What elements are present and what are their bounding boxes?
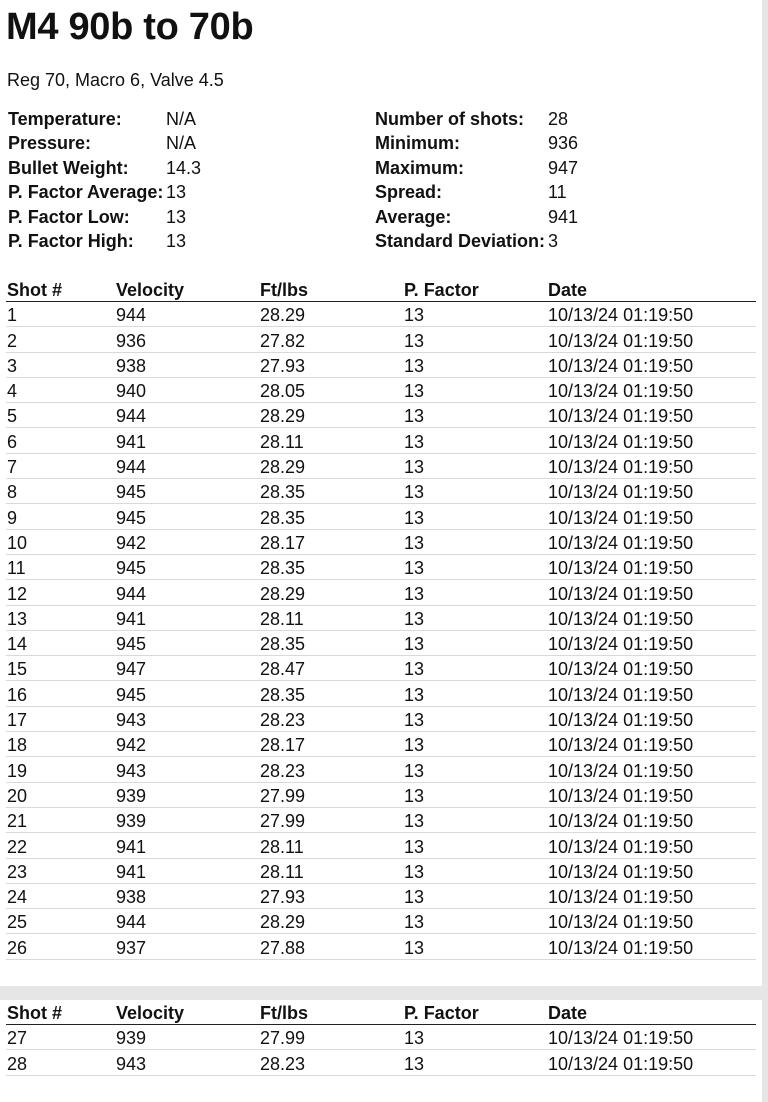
cell-velocity: 936	[115, 327, 259, 352]
table-row	[6, 706, 756, 731]
col-header-pfactor: P. Factor	[403, 276, 547, 302]
cell-shot: 8	[6, 479, 115, 504]
table-row	[6, 529, 756, 554]
cell-shot: 9	[6, 504, 115, 529]
cell-velocity: 945	[115, 681, 259, 706]
cell-pfactor: 13	[403, 656, 547, 681]
cell-velocity: 937	[115, 934, 259, 959]
cell-velocity: 938	[115, 352, 259, 377]
cell-ftlbs: 28.35	[259, 681, 403, 706]
page-edge	[762, 0, 768, 1102]
cell-date: 10/13/24 01:19:50	[547, 934, 756, 959]
col-header-shot: Shot #	[6, 999, 115, 1025]
cell-pfactor: 13	[403, 732, 547, 757]
cell-velocity: 940	[115, 377, 259, 402]
cell-pfactor: 13	[403, 479, 547, 504]
stat-label: P. Factor High:	[8, 230, 134, 251]
stat-label: Average:	[375, 206, 452, 227]
cell-shot: 6	[6, 428, 115, 453]
cell-velocity: 945	[115, 554, 259, 579]
report-title: M4 90b to 70b	[6, 6, 254, 48]
stat-label: Standard Deviation:	[375, 230, 546, 251]
cell-pfactor: 13	[403, 757, 547, 782]
cell-ftlbs: 27.88	[259, 934, 403, 959]
cell-date: 10/13/24 01:19:50	[547, 858, 756, 883]
cell-ftlbs: 28.05	[259, 377, 403, 402]
cell-date: 10/13/24 01:19:50	[547, 1050, 756, 1075]
cell-shot: 18	[6, 732, 115, 757]
cell-ftlbs: 27.93	[259, 352, 403, 377]
cell-velocity: 944	[115, 909, 259, 934]
cell-shot: 17	[6, 706, 115, 731]
cell-ftlbs: 28.23	[259, 1050, 403, 1075]
cell-ftlbs: 28.11	[259, 833, 403, 858]
cell-date: 10/13/24 01:19:50	[547, 327, 756, 352]
cell-date: 10/13/24 01:19:50	[547, 479, 756, 504]
cell-shot: 25	[6, 909, 115, 934]
cell-ftlbs: 27.82	[259, 327, 403, 352]
table-row	[6, 681, 756, 706]
cell-date: 10/13/24 01:19:50	[547, 580, 756, 605]
table-header-row	[6, 276, 756, 302]
cell-shot: 19	[6, 757, 115, 782]
cell-shot: 28	[6, 1050, 115, 1075]
table-row	[6, 377, 756, 402]
col-header-date: Date	[547, 999, 756, 1025]
stat-label: P. Factor Low:	[8, 206, 130, 227]
cell-velocity: 939	[115, 1025, 259, 1050]
stat-row	[375, 107, 578, 131]
cell-pfactor: 13	[403, 580, 547, 605]
cell-ftlbs: 27.99	[259, 1025, 403, 1050]
stat-label: Number of shots:	[375, 109, 525, 129]
cell-pfactor: 13	[403, 302, 547, 327]
cell-ftlbs: 28.29	[259, 302, 403, 327]
stat-value: N/A	[166, 133, 197, 154]
cell-pfactor: 13	[403, 681, 547, 706]
cell-date: 10/13/24 01:19:50	[547, 352, 756, 377]
stat-label: Bullet Weight:	[8, 157, 129, 178]
stat-value: 947	[548, 157, 579, 178]
table-row	[6, 630, 756, 655]
cell-date: 10/13/24 01:19:50	[547, 605, 756, 630]
cell-velocity: 944	[115, 403, 259, 428]
cell-ftlbs: 28.29	[259, 403, 403, 428]
stat-value: 941	[548, 206, 579, 227]
cell-shot: 1	[6, 302, 115, 327]
cell-date: 10/13/24 01:19:50	[547, 833, 756, 858]
report-subtitle: Reg 70, Macro 6, Valve 4.5	[7, 70, 224, 90]
cell-velocity: 944	[115, 453, 259, 478]
stat-row	[8, 205, 201, 229]
cell-ftlbs: 28.47	[259, 656, 403, 681]
stat-row	[375, 156, 578, 180]
cell-date: 10/13/24 01:19:50	[547, 302, 756, 327]
cell-velocity: 945	[115, 504, 259, 529]
col-header-velocity: Velocity	[115, 276, 259, 302]
table-row	[6, 605, 756, 630]
cell-shot: 12	[6, 580, 115, 605]
cell-pfactor: 13	[403, 630, 547, 655]
table-row	[6, 580, 756, 605]
col-header-pfactor: P. Factor	[403, 999, 547, 1025]
cell-shot: 7	[6, 453, 115, 478]
col-header-ftlbs: Ft/lbs	[259, 999, 403, 1025]
cell-date: 10/13/24 01:19:50	[547, 504, 756, 529]
stat-row	[8, 131, 201, 155]
cell-pfactor: 13	[403, 377, 547, 402]
cell-velocity: 943	[115, 757, 259, 782]
cell-shot: 3	[6, 352, 115, 377]
cell-ftlbs: 28.29	[259, 909, 403, 934]
table-row	[6, 1050, 756, 1075]
cell-shot: 2	[6, 327, 115, 352]
cell-ftlbs: 28.23	[259, 706, 403, 731]
table-row	[6, 909, 756, 934]
cell-velocity: 941	[115, 858, 259, 883]
cell-date: 10/13/24 01:19:50	[547, 909, 756, 934]
cell-shot: 4	[6, 377, 115, 402]
stat-value: 13	[166, 230, 187, 251]
cell-pfactor: 13	[403, 327, 547, 352]
stat-value: 3	[548, 230, 559, 251]
table-row	[6, 1025, 756, 1050]
cell-ftlbs: 28.29	[259, 580, 403, 605]
stat-row	[8, 229, 201, 253]
stat-row	[8, 107, 201, 131]
cell-date: 10/13/24 01:19:50	[547, 453, 756, 478]
stat-label: Minimum:	[375, 133, 460, 154]
col-header-shot: Shot #	[6, 276, 115, 302]
table-row	[6, 833, 756, 858]
cell-ftlbs: 27.93	[259, 883, 403, 908]
cell-velocity: 947	[115, 656, 259, 681]
cell-pfactor: 13	[403, 833, 547, 858]
stat-row	[8, 180, 201, 204]
cell-velocity: 942	[115, 732, 259, 757]
stat-label: Maximum:	[375, 157, 465, 178]
table-row	[6, 428, 756, 453]
table-row	[6, 479, 756, 504]
cell-pfactor: 13	[403, 883, 547, 908]
cell-pfactor: 13	[403, 428, 547, 453]
stat-row	[375, 180, 578, 204]
col-header-date: Date	[547, 276, 756, 302]
table-row	[6, 732, 756, 757]
stats-left-column	[8, 107, 201, 253]
stat-label: Spread:	[375, 182, 443, 203]
stats-right-column	[375, 107, 578, 253]
cell-pfactor: 13	[403, 529, 547, 554]
table-row	[6, 807, 756, 832]
cell-pfactor: 13	[403, 782, 547, 807]
cell-pfactor: 13	[403, 706, 547, 731]
stat-value: 28	[548, 109, 569, 129]
cell-pfactor: 13	[403, 605, 547, 630]
table-row	[6, 757, 756, 782]
stat-label: Temperature:	[8, 109, 122, 129]
cell-pfactor: 13	[403, 807, 547, 832]
cell-date: 10/13/24 01:19:50	[547, 782, 756, 807]
table-row	[6, 302, 756, 327]
cell-date: 10/13/24 01:19:50	[547, 883, 756, 908]
stat-row	[8, 156, 201, 180]
table-row	[6, 327, 756, 352]
stat-row	[375, 131, 578, 155]
cell-ftlbs: 28.11	[259, 605, 403, 630]
cell-ftlbs: 28.29	[259, 453, 403, 478]
cell-ftlbs: 27.99	[259, 782, 403, 807]
table-row	[6, 656, 756, 681]
table-row	[6, 554, 756, 579]
cell-shot: 22	[6, 833, 115, 858]
cell-shot: 14	[6, 630, 115, 655]
stat-value: N/A	[166, 109, 197, 129]
cell-ftlbs: 28.17	[259, 732, 403, 757]
stat-row	[375, 205, 578, 229]
cell-date: 10/13/24 01:19:50	[547, 757, 756, 782]
cell-velocity: 941	[115, 833, 259, 858]
cell-pfactor: 13	[403, 352, 547, 377]
cell-velocity: 939	[115, 782, 259, 807]
col-header-ftlbs: Ft/lbs	[259, 276, 403, 302]
cell-ftlbs: 28.11	[259, 428, 403, 453]
cell-date: 10/13/24 01:19:50	[547, 732, 756, 757]
cell-date: 10/13/24 01:19:50	[547, 529, 756, 554]
table-row	[6, 403, 756, 428]
cell-date: 10/13/24 01:19:50	[547, 681, 756, 706]
table-row	[6, 453, 756, 478]
cell-velocity: 939	[115, 807, 259, 832]
cell-shot: 21	[6, 807, 115, 832]
cell-shot: 26	[6, 934, 115, 959]
col-header-velocity: Velocity	[115, 999, 259, 1025]
cell-pfactor: 13	[403, 858, 547, 883]
cell-pfactor: 13	[403, 453, 547, 478]
cell-pfactor: 13	[403, 554, 547, 579]
cell-shot: 10	[6, 529, 115, 554]
cell-shot: 16	[6, 681, 115, 706]
cell-shot: 24	[6, 883, 115, 908]
cell-ftlbs: 28.23	[259, 757, 403, 782]
cell-pfactor: 13	[403, 1025, 547, 1050]
cell-ftlbs: 28.17	[259, 529, 403, 554]
cell-velocity: 938	[115, 883, 259, 908]
cell-velocity: 943	[115, 1050, 259, 1075]
table-header-row	[6, 999, 756, 1025]
cell-ftlbs: 27.99	[259, 807, 403, 832]
stat-row	[375, 229, 578, 253]
table-row	[6, 858, 756, 883]
cell-pfactor: 13	[403, 909, 547, 934]
table-row	[6, 504, 756, 529]
stat-value: 13	[166, 206, 187, 227]
table-row	[6, 883, 756, 908]
cell-shot: 20	[6, 782, 115, 807]
stat-value: 11	[548, 182, 567, 203]
cell-ftlbs: 28.11	[259, 858, 403, 883]
cell-date: 10/13/24 01:19:50	[547, 403, 756, 428]
table-row	[6, 782, 756, 807]
shots-table-1	[6, 276, 756, 960]
cell-ftlbs: 28.35	[259, 479, 403, 504]
cell-date: 10/13/24 01:19:50	[547, 807, 756, 832]
cell-pfactor: 13	[403, 504, 547, 529]
cell-velocity: 945	[115, 479, 259, 504]
cell-pfactor: 13	[403, 403, 547, 428]
stat-label: Pressure:	[8, 133, 92, 154]
table-row	[6, 352, 756, 377]
cell-date: 10/13/24 01:19:50	[547, 656, 756, 681]
cell-ftlbs: 28.35	[259, 630, 403, 655]
stat-value: 13	[166, 182, 187, 203]
cell-shot: 13	[6, 605, 115, 630]
cell-ftlbs: 28.35	[259, 554, 403, 579]
table-row	[6, 934, 756, 959]
cell-velocity: 941	[115, 605, 259, 630]
cell-date: 10/13/24 01:19:50	[547, 428, 756, 453]
cell-date: 10/13/24 01:19:50	[547, 706, 756, 731]
stat-value: 14.3	[166, 157, 202, 178]
cell-shot: 27	[6, 1025, 115, 1050]
shots-table-2	[6, 999, 756, 1076]
stat-label: P. Factor Average:	[8, 182, 164, 203]
cell-shot: 23	[6, 858, 115, 883]
cell-shot: 15	[6, 656, 115, 681]
cell-date: 10/13/24 01:19:50	[547, 630, 756, 655]
cell-pfactor: 13	[403, 1050, 547, 1075]
cell-ftlbs: 28.35	[259, 504, 403, 529]
cell-velocity: 941	[115, 428, 259, 453]
cell-velocity: 942	[115, 529, 259, 554]
cell-pfactor: 13	[403, 934, 547, 959]
cell-velocity: 945	[115, 630, 259, 655]
stat-value: 936	[548, 133, 579, 154]
cell-date: 10/13/24 01:19:50	[547, 554, 756, 579]
cell-velocity: 944	[115, 302, 259, 327]
cell-velocity: 943	[115, 706, 259, 731]
cell-date: 10/13/24 01:19:50	[547, 1025, 756, 1050]
cell-shot: 5	[6, 403, 115, 428]
cell-velocity: 944	[115, 580, 259, 605]
cell-shot: 11	[6, 554, 115, 579]
cell-date: 10/13/24 01:19:50	[547, 377, 756, 402]
